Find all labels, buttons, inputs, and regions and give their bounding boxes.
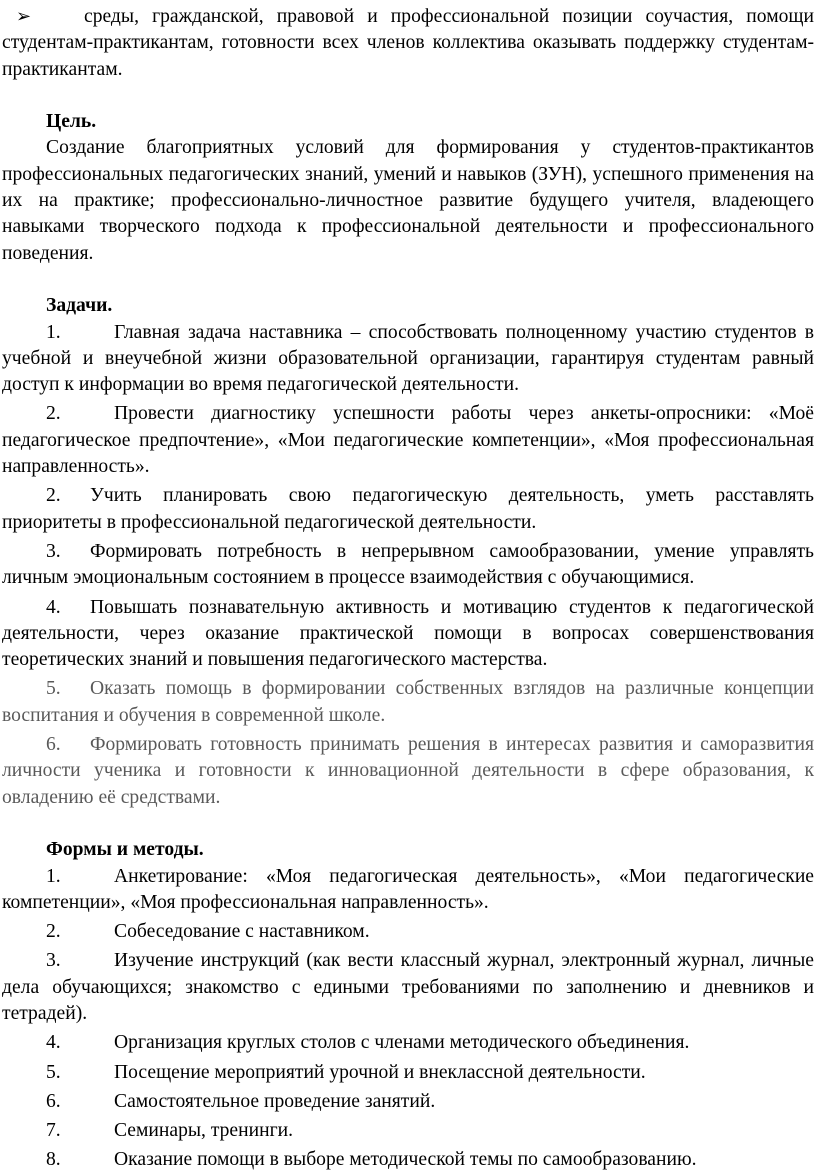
methods-heading: Формы и методы. bbox=[46, 839, 204, 861]
method-item: 4. Организация круглых столов с членами методического объединения. bbox=[46, 1032, 690, 1054]
method-item: 1. Анкетирование: «Моя педагогическая деятельность», «Мои педагогические компетенции», «Моя профессиональная направленность». bbox=[2, 865, 814, 913]
task-item: 6. Формировать готовность принимать решения в интересах развития и саморазвития личности ученика и готовности к инновационной деятельности в сфере образования, к овладению её средствами. bbox=[2, 734, 814, 808]
tasks-heading: Задачи. bbox=[46, 295, 113, 317]
method-item: 5. Посещение мероприятий урочной и внеклассной деятельности. bbox=[46, 1061, 646, 1083]
arrow-bullet-icon: ➢ bbox=[16, 6, 32, 26]
task-item: 3. Формировать потребность в непрерывном самообразовании, умение управлять личным эмоциональным состоянием в процессе взаимодействия с обучающимися. bbox=[2, 540, 814, 589]
method-item: 6. Самостоятельное проведение занятий. bbox=[46, 1090, 436, 1112]
method-item: 8. Оказание помощи в выборе методической темы по самообразованию. bbox=[46, 1149, 697, 1171]
intro-bullet-paragraph bbox=[2, 3, 814, 83]
task-item: 2. Учить планировать свою педагогическую деятельность, уметь расставлять приоритеты в профессиональной педагогической деятельности. bbox=[2, 485, 814, 533]
task-item: 4. Повышать познавательную активность и мотивацию студентов к педагогической деятельности, через оказание практической помощи в вопросах совершенствования теоретических знаний и повышения педагогического мастерства. bbox=[2, 596, 814, 671]
task-item: 1. Главная задача наставника – способствовать полноценному участию студентов в учебной и внеучебной жизни образовательной организации, гарантируя студентам равный доступ к информации во время педагогической деятельности. bbox=[2, 321, 814, 396]
task-item: 5. Оказать помощь в формировании собственных взглядов на различные концепции воспитания и обучения в современной школе. bbox=[2, 678, 814, 726]
goal-text: Создание благоприятных условий для формирования у студентов-практикантов профессиональных педагогических знаний, умений и навыков (ЗУН), успешного применения на их на практике; профессионально-личностное развитие будущего учителя, владеющего навыками творческого подхода к профессиональной деятельности и профессионального поведения. bbox=[2, 137, 814, 264]
task-item: 2. Провести диагностику успешности работы через анкеты-опросники: «Моё педагогическое предпочтение», «Мои педагогические компетенции», «Моя профессиональная направленность». bbox=[2, 403, 814, 478]
goal-heading: Цель. bbox=[46, 111, 97, 133]
method-item: 7. Семинары, тренинги. bbox=[46, 1120, 294, 1142]
method-item: 2. Собеседование с наставником. bbox=[46, 921, 370, 943]
method-item: 3. Изучение инструкций (как вести классный журнал, электронный журнал, личные дела обучающихся; знакомство с едиными требованиями по заполнению и дневников и тетрадей). bbox=[2, 950, 814, 1024]
intro-text: среды, гражданской, правовой и профессиональной позиции соучастия, помощи студентам-практикантам, готовности всех членов коллектива оказывать поддержку студентам-практикантам. bbox=[2, 6, 814, 80]
